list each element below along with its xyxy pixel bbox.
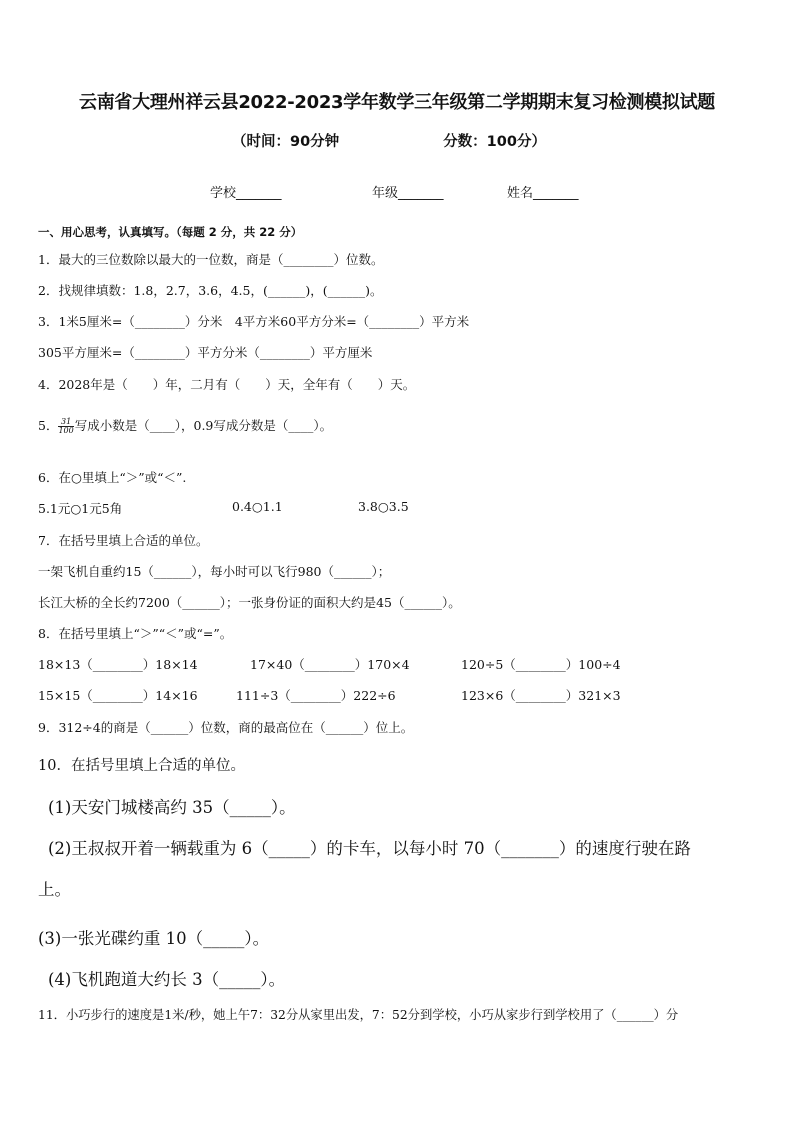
question-10: 10．在括号里填上合适的单位。 [38,758,245,774]
fraction-numerator: 31 [58,418,73,427]
question-7: 7．在括号里填上合适的单位。 [38,533,209,548]
question-8: 8．在括号里填上“＞”“＜”或“=”。 [38,626,233,641]
name-field[interactable]: 姓名_______ [507,186,579,201]
exam-score: 分数：100分） [443,134,546,150]
page-title: 云南省大理州祥云县2022-2023学年数学三年级第二学期期末复习检测模拟试题 [79,92,715,113]
question-4: 4．2028年是（ ）年，二月有（ ）天，全年有（ ）天。 [38,377,416,392]
grade-field[interactable]: 年级_______ [372,186,444,201]
question-5-prefix: 5． [38,418,59,433]
question-1: 1．最大的三位数除以最大的一位数，商是（________）位数。 [38,252,384,267]
question-3b: 305平方厘米=（________）平方分米（________）平方厘米 [38,345,373,360]
question-5 [38,416,332,435]
exam-time: （时间：90分钟 [232,134,340,150]
compare-item: 17×40（________）170×4 [250,657,410,672]
question-6b: 0.4○1.1 [232,499,283,514]
fraction [58,418,73,435]
question-3a: 3．1米5厘米=（________）分米 4平方米60平方分米=（________）平方米 [38,314,470,329]
compare-item: 111÷3（________）222÷6 [236,688,396,703]
question-6a: 5.1元○1元5角 [38,501,123,516]
question-11: 11．小巧步行的速度是1米/秒，她上午7：32分从家里出发，7：52分到学校，小巧从家步行到学校用了（______）分 [38,1008,679,1022]
question-7a: 一架飞机自重约15（______），每小时可以飞行980（______）； [38,564,391,579]
question-10-1: (1)天安门城楼高约 35（_____）。 [48,798,296,817]
section-heading: 一、用心思考，认真填写。（每题 2 分，共 22 分） [38,225,303,239]
question-7b: 长江大桥的全长约7200（______）；一张身份证的面积大约是45（______）。 [38,595,461,610]
question-5-text: 写成小数是（____），0.9写成分数是（____）。 [74,418,333,433]
question-10-2: (2)王叔叔开着一辆载重为 6（_____）的卡车，以每小时 70（_______）的速度行驶在路 [48,839,691,858]
question-6c: 3.8○3.5 [358,499,409,514]
question-9: 9．312÷4的商是（______）位数，商的最高位在（______）位上。 [38,720,414,735]
question-2: 2．找规律填数：1.8，2.7，3.6，4.5，(______)，(______)。 [38,283,383,298]
fraction-denominator: 100 [58,426,74,435]
question-10-3: (3)一张光碟约重 10（_____）。 [38,929,270,948]
question-10-4: (4)飞机跑道大约长 3（_____）。 [48,970,286,989]
compare-item: 15×15（________）14×16 [38,688,198,703]
compare-item: 123×6（________）321×3 [461,688,621,703]
question-10-2-cont: 上。 [38,880,71,899]
question-6: 6．在○里填上“＞”或“＜”. [38,470,187,485]
exam-info [232,130,546,151]
compare-item: 18×13（________）18×14 [38,657,198,672]
compare-item: 120÷5（________）100÷4 [461,657,621,672]
school-field[interactable]: 学校_______ [210,186,282,201]
